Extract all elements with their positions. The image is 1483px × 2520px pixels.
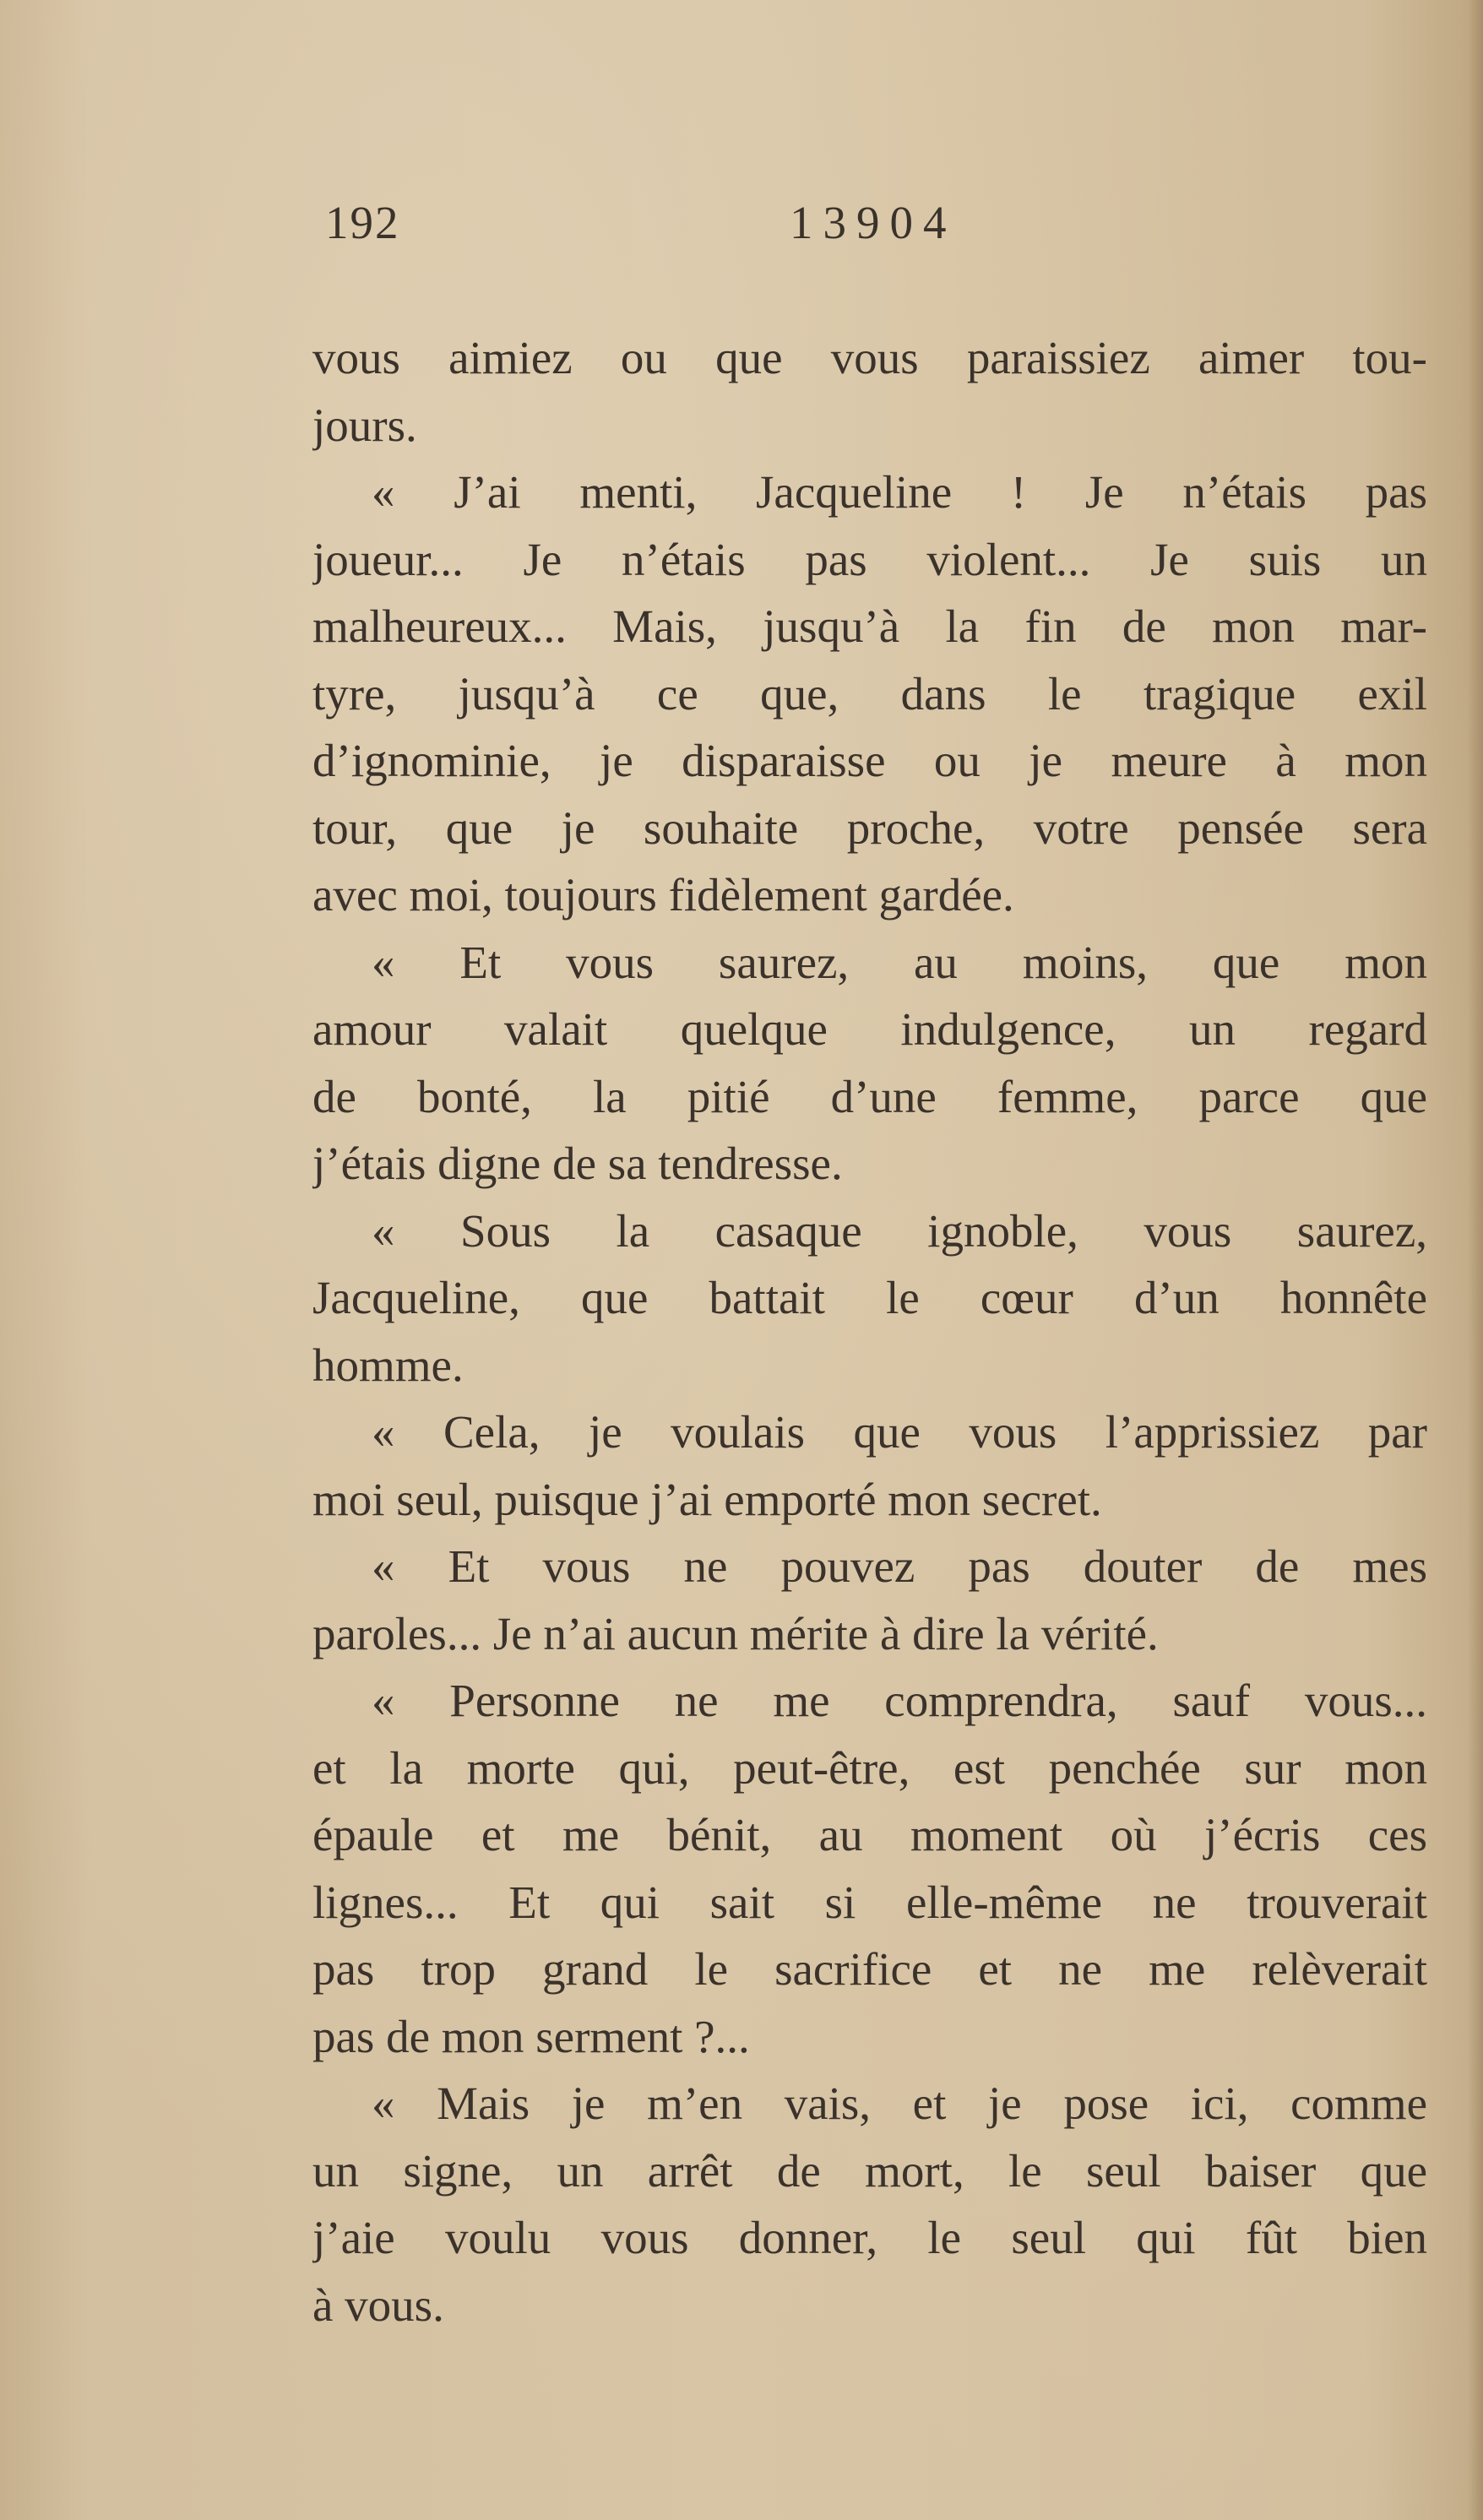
text-line: tour, que je souhaite proche, votre pensée sera [312,801,1427,854]
text-line: j’aie voulu vous donner, le seul qui fût bien [312,2212,1427,2263]
text-line: à vous. [312,2278,444,2331]
text-line: j’étais digne de sa tendresse. [312,1138,843,1189]
text-line: « Cela, je voulais que vous l’apprissiez par [372,1406,1427,1458]
text-line: Jacqueline, que battait le cœur d’un honnête [312,1272,1427,1323]
text-line: pas trop grand le sacrifice et ne me relèverait [312,1943,1427,1995]
text-line: « Et vous ne pouvez pas douter de mes [372,1540,1427,1592]
text-line: malheureux... Mais, jusqu’à la fin de mon mar- [312,600,1427,652]
text-line: joueur... Je n’étais pas violent... Je suis un [312,533,1427,585]
text-line: jours. [312,399,417,451]
running-title: 13904 [790,197,957,248]
text-line: vous aimiez ou que vous paraissiez aimer tou- [312,332,1427,383]
text-line: paroles... Je n’ai aucun mérite à dire la vérité. [312,1607,1159,1659]
page-number: 192 [325,197,400,248]
text-line: amour valait quelque indulgence, un regard [312,1003,1427,1055]
text-line: un signe, un arrêt de mort, le seul baiser que [312,2144,1427,2197]
text-line: épaule et me bénit, au moment où j’écris ces [312,1809,1427,1860]
body-text [312,324,1427,2338]
page-header [325,196,1427,263]
text-line: « Personne ne me comprendra, sauf vous... [372,1675,1427,1726]
text-line: « Sous la casaque ignoble, vous saurez, [372,1204,1427,1257]
text-line: « Mais je m’en vais, et je pose ici, comme [372,2077,1427,2129]
text-line: « Et vous saurez, au moins, que mon [372,936,1427,988]
page-edge-shadow [1468,0,1483,2520]
text-line: lignes... Et qui sait si elle-même ne trouverait [312,1876,1427,1928]
text-line: homme. [312,1339,464,1391]
text-line: et la morte qui, peut-être, est penchée sur mon [312,1741,1427,1794]
text-line: « J’ai menti, Jacqueline ! Je n’étais pas [372,466,1427,518]
text-line: moi seul, puisque j’ai emporté mon secret. [312,1473,1102,1525]
text-line: pas de mon serment ?... [312,2010,750,2062]
text-line: de bonté, la pitié d’une femme, parce que [312,1070,1427,1122]
text-line: tyre, jusqu’à ce que, dans le tragique exil [312,667,1427,720]
text-line: avec moi, toujours fidèlement gardée. [312,869,1014,921]
text-line: d’ignominie, je disparaisse ou je meure à mon [312,735,1427,786]
